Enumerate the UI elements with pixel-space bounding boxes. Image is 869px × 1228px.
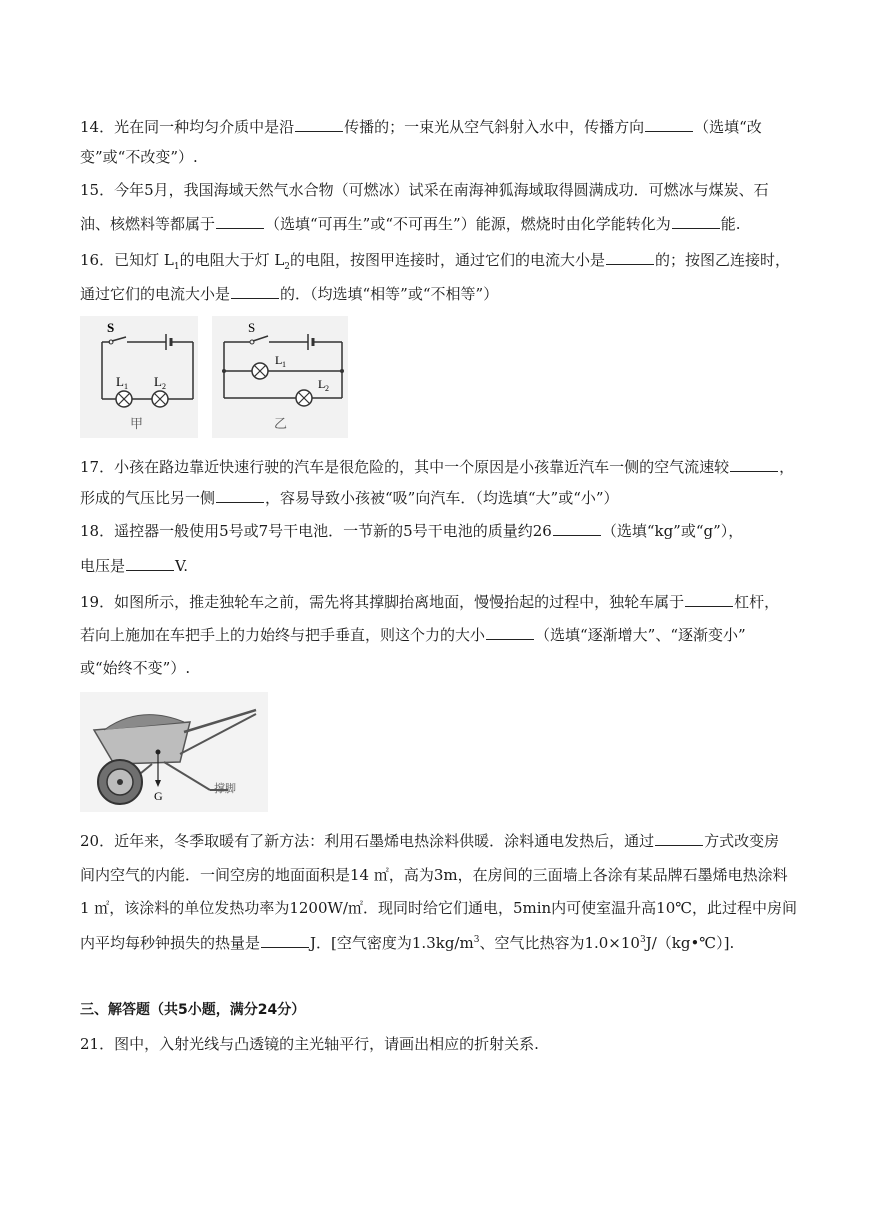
q17-line1: 17．小孩在路边靠近快速行驶的汽车是很危险的，其中一个原因是小孩靠近汽车一侧的空气流速较 ， — [80, 458, 795, 476]
q20-line2: 间内空气的内能．一间空房的地面面积是14 ㎡，高为3m，在房间的三面墙上各涂有某品牌石墨烯电热涂料 — [80, 866, 788, 884]
lamp-label: L — [318, 377, 326, 391]
figure-caption: 乙 — [274, 416, 288, 431]
answer-blank[interactable] — [655, 830, 703, 846]
answer-blank[interactable] — [553, 520, 601, 536]
answer-blank[interactable] — [216, 487, 264, 503]
answer-blank[interactable] — [216, 213, 264, 229]
answer-blank[interactable] — [672, 213, 720, 229]
q16-line2: 通过它们的电流大小是 的．（均选填“相等”或“不相等”） — [80, 285, 499, 303]
answer-blank[interactable] — [126, 555, 174, 571]
q19-line3: 或“始终不变”）. — [80, 659, 191, 677]
answer-blank[interactable] — [685, 591, 733, 607]
wheelbarrow-illustration — [80, 692, 268, 812]
series-circuit-diagram — [80, 316, 198, 438]
answer-blank[interactable] — [261, 932, 309, 948]
q14-line1: 14．光在同一种均匀介质中是沿 传播的；一束光从空气斜射入水中，传播方向 （选填“改 — [80, 118, 762, 136]
lamp-label: L — [275, 353, 283, 367]
q19-line2: 若向上施加在车把手上的力始终与把手垂直，则这个力的大小 （选填“逐渐增大”、“逐渐变小” — [80, 626, 746, 644]
lamp-label-subscript: 1 — [124, 382, 128, 391]
support-leg-label: 撑脚 — [214, 783, 236, 795]
circuit-figure-jia — [80, 316, 198, 438]
gravity-label: G — [154, 789, 163, 803]
lamp-label-subscript: 2 — [162, 382, 166, 391]
wheelbarrow-figure — [80, 692, 268, 812]
circuit-figure-yi — [212, 316, 348, 438]
q15-line2: 油、核燃料等都属于 （选填“可再生”或“不可再生”）能源，燃烧时由化学能转化为 能. — [80, 215, 741, 233]
lamp-label: L — [116, 374, 124, 389]
switch-label: S — [107, 320, 115, 335]
answer-blank[interactable] — [486, 624, 534, 640]
answer-blank[interactable] — [645, 116, 693, 132]
lamp-label-subscript: 2 — [325, 384, 329, 393]
q18-line2: 电压是 V. — [80, 557, 188, 575]
parallel-circuit-diagram — [212, 316, 348, 438]
q16-line1: 16．已知灯 $L_1$的电阻大于灯 $L_2$的电阻，按图甲连接时，通过它们的电流大小是 的；按图乙连接时， — [80, 251, 791, 272]
q19-line1: 19．如图所示，推走独轮车之前，需先将其撑脚抬离地面，慢慢抬起的过程中，独轮车属于 杠杆， — [80, 593, 780, 611]
q14-line2: 变”或“不改变”）. — [80, 148, 198, 166]
figure-caption: 甲 — [130, 416, 144, 431]
lamp-label: L — [154, 374, 162, 389]
answer-blank[interactable] — [606, 249, 654, 265]
q21-line1: 21．图中，入射光线与凸透镜的主光轴平行，请画出相应的折射关系. — [80, 1035, 539, 1053]
answer-blank[interactable] — [730, 456, 778, 472]
q17-line2: 形成的气压比另一侧 ，容易导致小孩被“吸”向汽车．（均选填“大”或“小”） — [80, 489, 619, 507]
answer-blank[interactable] — [295, 116, 343, 132]
lamp-label-subscript: 1 — [282, 360, 286, 369]
answer-blank[interactable] — [231, 283, 279, 299]
q15-line1: 15．今年5月，我国海域天然气水合物（可燃冰）试采在南海神狐海域取得圆满成功．可燃冰与煤炭、石 — [80, 181, 769, 199]
section-heading: 三、解答题（共5小题，满分24分） — [80, 1002, 306, 1018]
q20-line4: 内平均每秒钟损失的热量是 J．[空气密度为$1.3kg/m^3$、空气比热容为$1.0\times 10^3J/(kg•℃)$]. — [80, 934, 735, 952]
q18-line1: 18．遥控器一般使用5号或7号干电池．一节新的5号干电池的质量约26 （选填“kg”或“g”）， — [80, 522, 744, 540]
switch-label: S — [248, 320, 256, 335]
q20-line1: 20．近年来，冬季取暖有了新方法：利用石墨烯电热涂料供暖．涂料通电发热后，通过 方式改变房 — [80, 832, 780, 850]
q20-line3: 1 ㎡，该涂料的单位发热功率为1200W/㎡．现同时给它们通电，5min内可使室温升高10℃，此过程中房间 — [80, 899, 798, 917]
